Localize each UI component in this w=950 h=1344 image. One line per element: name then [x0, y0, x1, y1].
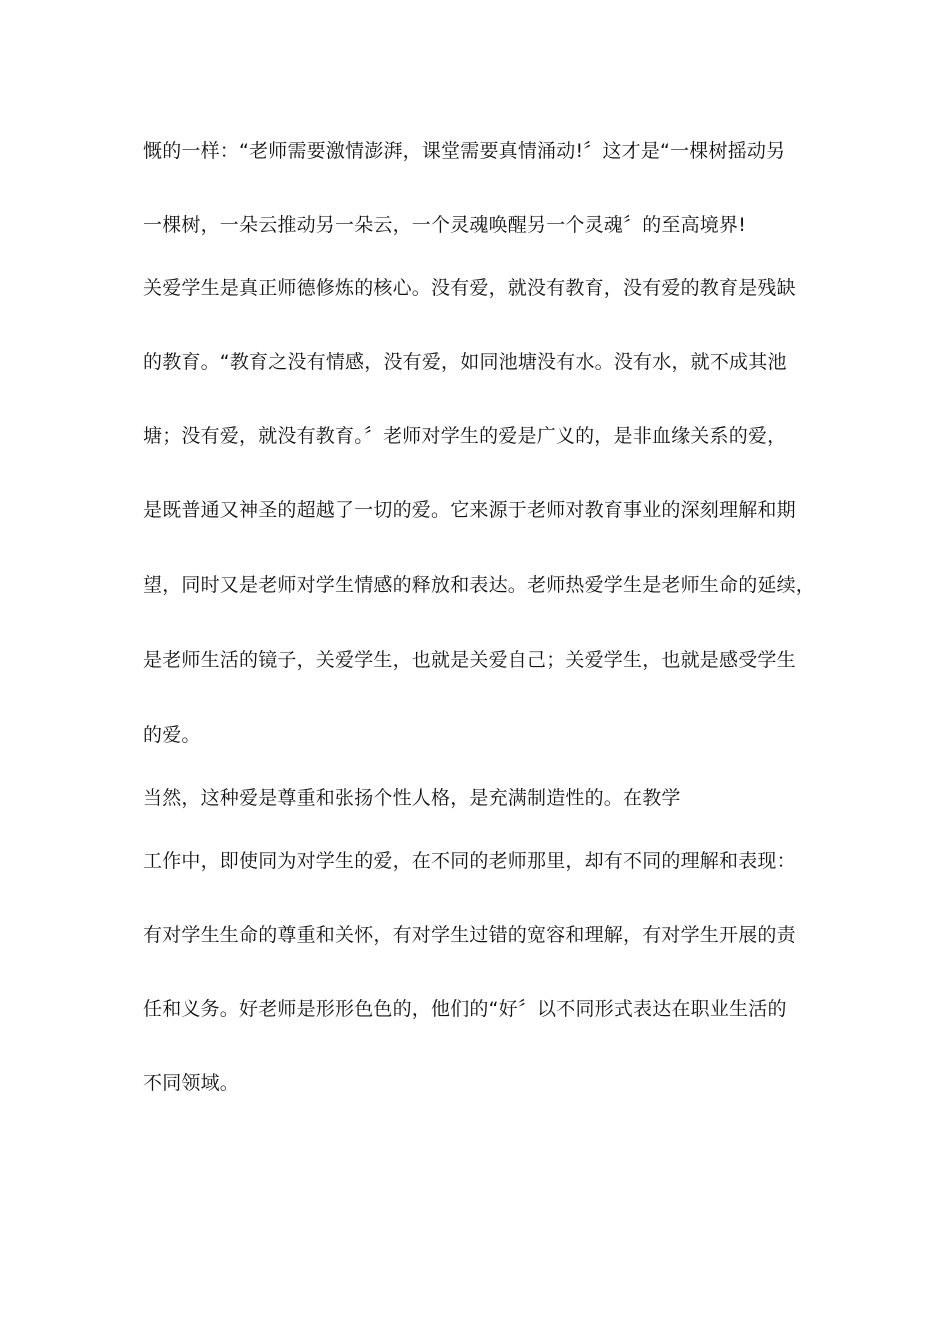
text-line: 的爱。 [143, 724, 201, 746]
text-line: 当然，这种爱是尊重和张扬个性人格，是充满制造性的。在教学 [143, 787, 681, 809]
text-line: 有对学生生命的尊重和关怀，有对学生过错的宽容和理解，有对学生开展的责 [143, 924, 796, 946]
text-line: 塘；没有爱，就没有教育。〞老师对学生的爱是广义的，是非血缘关系的爱， [143, 425, 787, 447]
text-line: 的教育。“教育之没有情感，没有爱，如同池塘没有水。没有水，就不成其池 [143, 351, 787, 373]
text-line: 是既普通又神圣的超越了一切的爱。它来源于老师对教育事业的深刻理解和期 [143, 499, 796, 521]
text-line: 慨的一样：“老师需要激情澎湃，课堂需要真情涌动!〞这才是“一棵树摇动另 [143, 140, 786, 162]
text-line: 一棵树，一朵云推动另一朵云，一个灵魂唤醒另一个灵魂〞的至高境界! [143, 214, 747, 236]
text-line: 是老师生活的镜子，关爱学生，也就是关爱自己；关爱学生，也就是感受学生 [143, 649, 796, 671]
text-line: 望，同时又是老师对学生情感的释放和表达。老师热爱学生是老师生命的延续， [143, 574, 816, 596]
text-line: 任和义务。好老师是形形色色的，他们的“好〞以不同形式表达在职业生活的 [143, 998, 787, 1020]
text-line: 工作中，即使同为对学生的爱，在不同的老师那里，却有不同的理解和表现： [143, 850, 796, 872]
text-line: 关爱学生是真正师德修炼的核心。没有爱，就没有教育，没有爱的教育是残缺 [143, 277, 796, 299]
text-line: 不同领域。 [143, 1072, 240, 1094]
